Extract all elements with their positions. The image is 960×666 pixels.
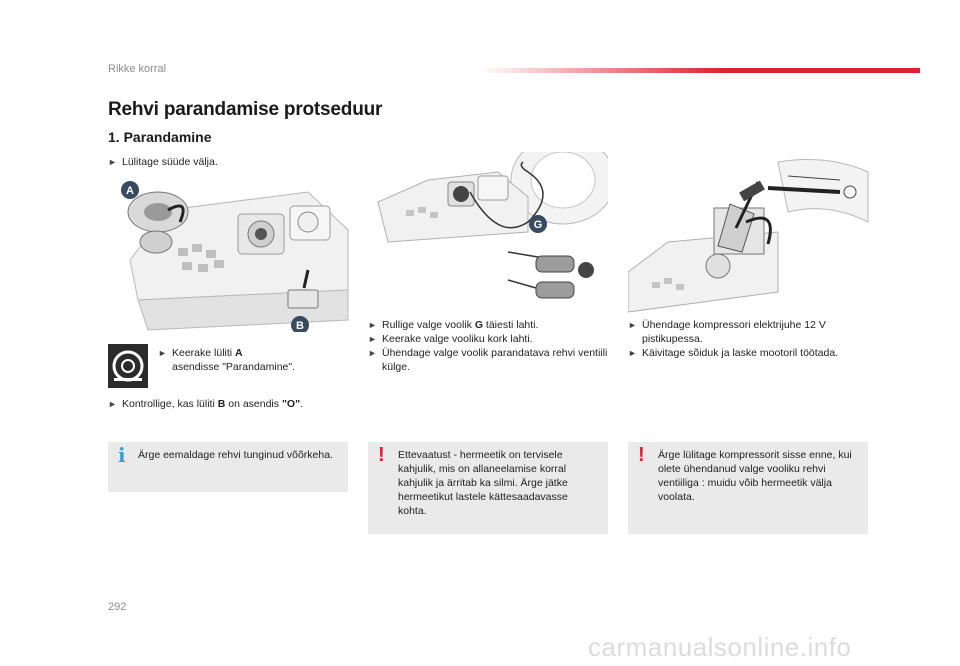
page-number: 292 <box>108 601 127 613</box>
hose-steps-list <box>368 318 608 374</box>
section-label: Rikke korral <box>108 63 167 75</box>
warning-icon: ! <box>378 444 385 466</box>
info-icon: i <box>118 443 126 467</box>
step-unroll-hose: ► Rullige valge voolik G täiesti lahti. <box>368 319 539 331</box>
warning-icon: ! <box>638 444 645 466</box>
info-note-box: i Ärge eemaldage rehvi tunginud võõrkeha. <box>108 442 348 492</box>
tyre-repair-mode-icon <box>108 344 148 388</box>
compressor-warning-box: ! Ärge lülitage kompressorit sisse enne, kui olete ühendanud valge vooliku rehvi ventiiliga : muidu võib hermeetik välja voolata. <box>628 442 868 534</box>
watermark: carmanualsonline.info <box>588 632 852 662</box>
arrow-bullet-icon: ► <box>108 399 117 409</box>
power-socket-illustration <box>628 152 870 317</box>
step-turn-switch-a: ► Keerake lüliti A asendisse "Parandamine". <box>158 347 296 373</box>
label-g: G <box>533 219 543 231</box>
step-switch-ignition-off: ► Lülitage süüde välja. <box>108 156 218 168</box>
arrow-bullet-icon: ► <box>158 348 167 358</box>
sealant-warning-box: ! Ettevaatust - hermeetik on tervisele kahjulik, mis on allaneelamise korral kahjulik ja ärritab ka silmi. Ärge jätke hermeetikut lastele kättesaadavasse kohta. <box>368 442 608 534</box>
section-accent-line <box>480 68 920 73</box>
step-connect-valve: ► Ühendage valge voolik parandatava rehvi ventiili külge. <box>368 347 608 373</box>
arrow-bullet-icon: ► <box>108 157 117 167</box>
page-title: Rehvi parandamise protseduur <box>108 99 383 120</box>
power-steps-list <box>628 318 868 360</box>
arrow-bullet-icon: ► <box>628 348 637 358</box>
arrow-bullet-icon: ► <box>368 348 377 358</box>
section-subtitle: 1. Parandamine <box>108 129 212 145</box>
arrow-bullet-icon: ► <box>368 334 377 344</box>
step-start-engine: ► Käivitage sõiduk ja laske mootoril töötada. <box>628 347 839 359</box>
label-a: A <box>126 185 134 197</box>
step-connect-power-cable: ► Ühendage kompressori elektrijuhe 12 V pistikupessa. <box>628 319 826 345</box>
hose-illustration <box>368 152 608 317</box>
label-b: B <box>296 320 304 332</box>
step-check-switch-b: ► Kontrollige, kas lüliti B on asendis "O". <box>108 398 303 410</box>
compressor-switch-illustration <box>108 170 350 332</box>
arrow-bullet-icon: ► <box>368 320 377 330</box>
arrow-bullet-icon: ► <box>628 320 637 330</box>
step-unscrew-cap: ► Keerake valge vooliku kork lahti. <box>368 333 533 345</box>
